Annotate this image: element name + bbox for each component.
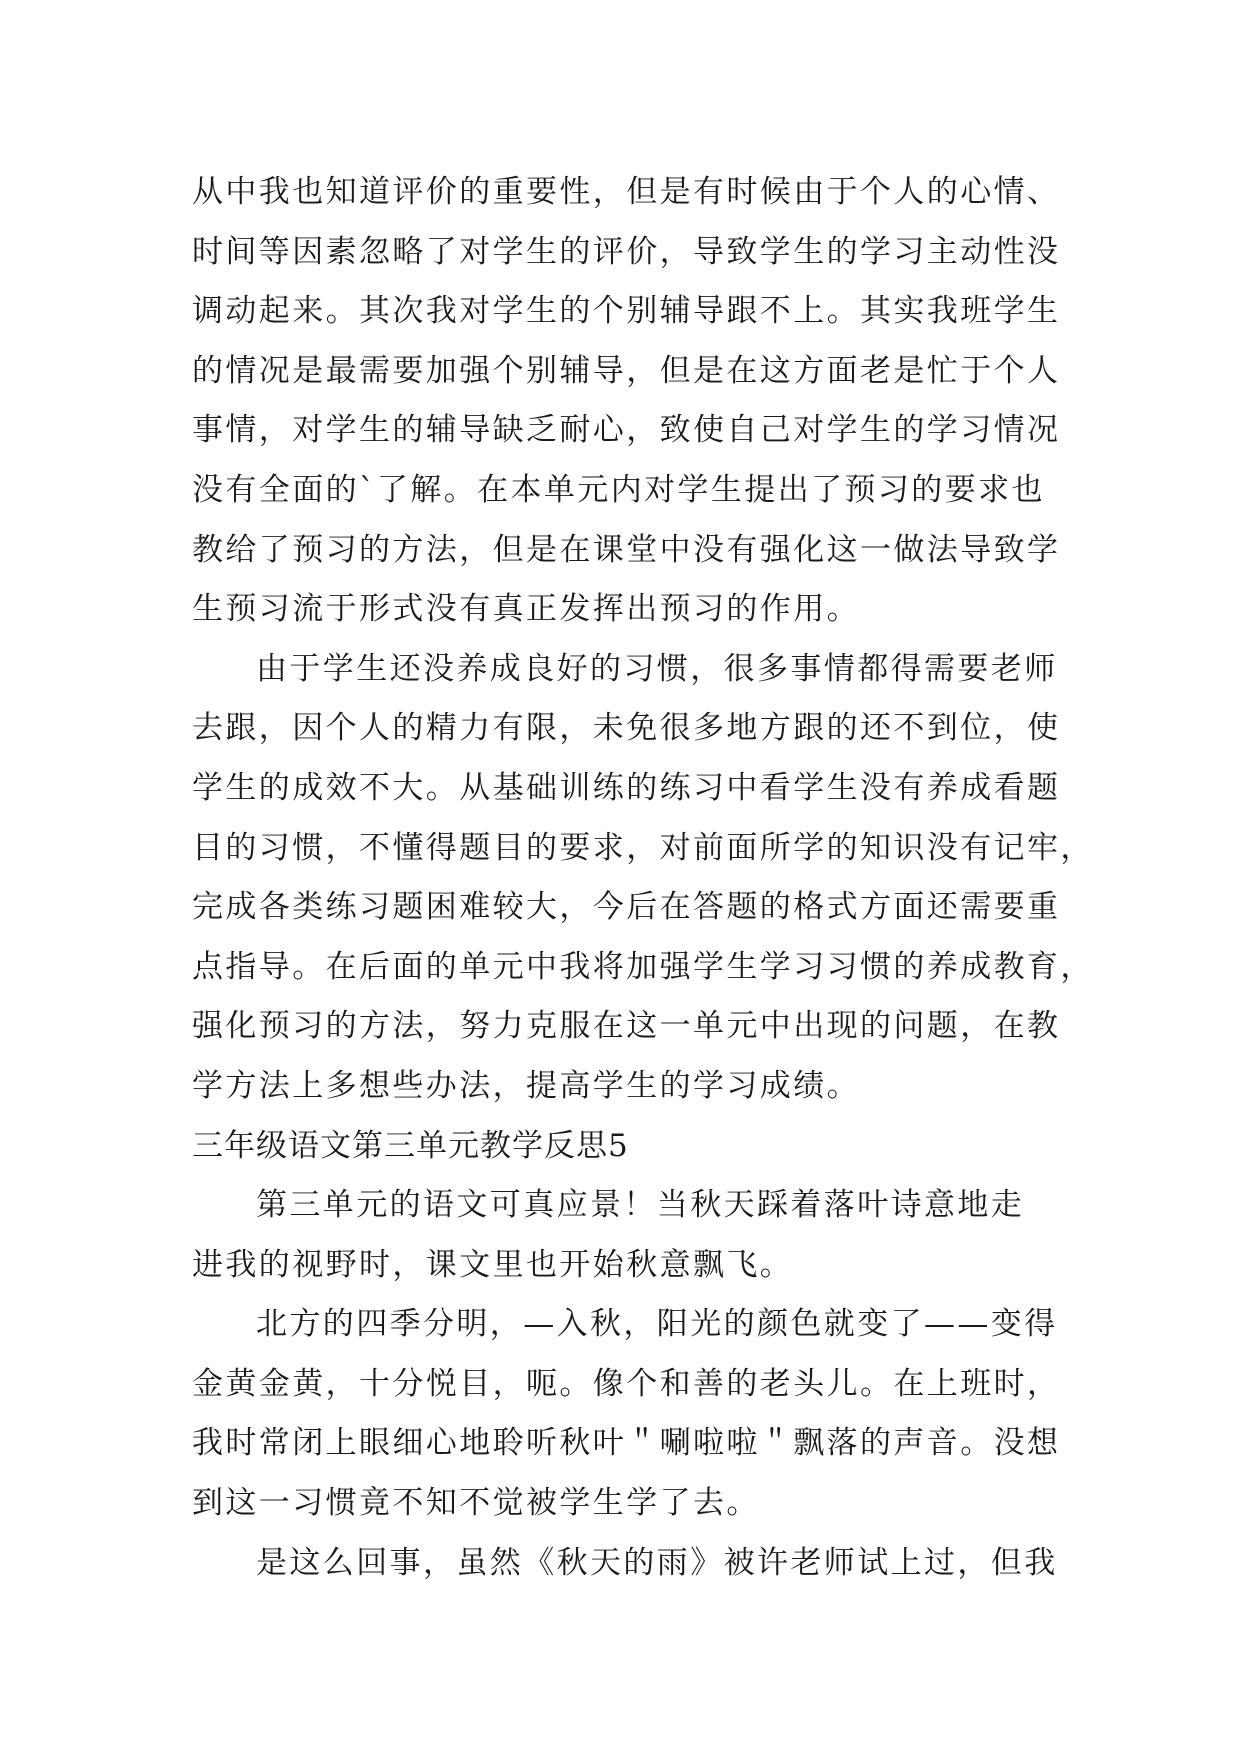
document-body xyxy=(192,163,1094,1593)
text-line: 我时常闭上眼细心地聆听秋叶＂唰啦啦＂飘落的声音。没想 xyxy=(192,1425,1061,1462)
text-line: 从中我也知道评价的重要性，但是有时候由于个人的心情、 xyxy=(192,174,1061,210)
text-line: 目的习惯，不懂得题目的要求，对前面所学的知识没有记牢， xyxy=(192,829,1094,866)
section-heading: 三年级语文第三单元教学反思5 xyxy=(192,1127,629,1164)
text-line: 没有全面的`了解。在本单元内对学生提出了预习的要求也 xyxy=(192,471,1045,508)
text-line: 去跟，因个人的精力有限，未免很多地方跟的还不到位，使 xyxy=(192,710,1061,747)
text-line: 的情况是最需要加强个别辅导，但是在这方面老是忙于个人 xyxy=(192,352,1061,389)
paragraph-first-line: 是这么回事，虽然《秋天的雨》被许老师试上过，但我 xyxy=(256,1544,1058,1581)
text-line: 学生的成效不大。从基础训练的练习中看学生没有养成看题 xyxy=(192,769,1061,806)
text-line: 调动起来。其次我对学生的个别辅导跟不上。其实我班学生 xyxy=(192,293,1061,330)
paragraph-first-line: 北方的四季分明，—入秋，阳光的颜色就变了——变得 xyxy=(256,1306,1058,1343)
text-line: 完成各类练习题困难较大，今后在答题的格式方面还需要重 xyxy=(192,889,1061,926)
text-line: 时间等因素忽略了对学生的评价，导致学生的学习主动性没 xyxy=(192,233,1061,270)
text-line: 强化预习的方法，努力克服在这一单元中出现的问题，在教 xyxy=(192,1008,1061,1045)
paragraph-first-line: 由于学生还没养成良好的习惯，很多事情都得需要老师 xyxy=(256,650,1058,687)
paragraph-first-line: 第三单元的语文可真应景！当秋天踩着落叶诗意地走 xyxy=(256,1187,1025,1224)
text-line: 生预习流于形式没有真正发挥出预习的作用。 xyxy=(192,591,860,628)
text-line: 到这一习惯竟不知不觉被学生学了去。 xyxy=(192,1485,760,1522)
text-line: 教给了预习的方法，但是在课堂中没有强化这一做法导致学 xyxy=(192,531,1061,568)
text-line: 金黄金黄，十分悦目，呃。像个和善的老头儿。在上班时， xyxy=(192,1365,1061,1402)
text-line: 进我的视野时，课文里也开始秋意飘飞。 xyxy=(192,1246,794,1283)
text-line: 事情，对学生的辅导缺乏耐心，致使自己对学生的学习情况 xyxy=(192,412,1061,449)
text-line: 学方法上多想些办法，提高学生的学习成绩。 xyxy=(192,1067,860,1104)
text-line: 点指导。在后面的单元中我将加强学生学习习惯的养成教育， xyxy=(192,948,1094,985)
